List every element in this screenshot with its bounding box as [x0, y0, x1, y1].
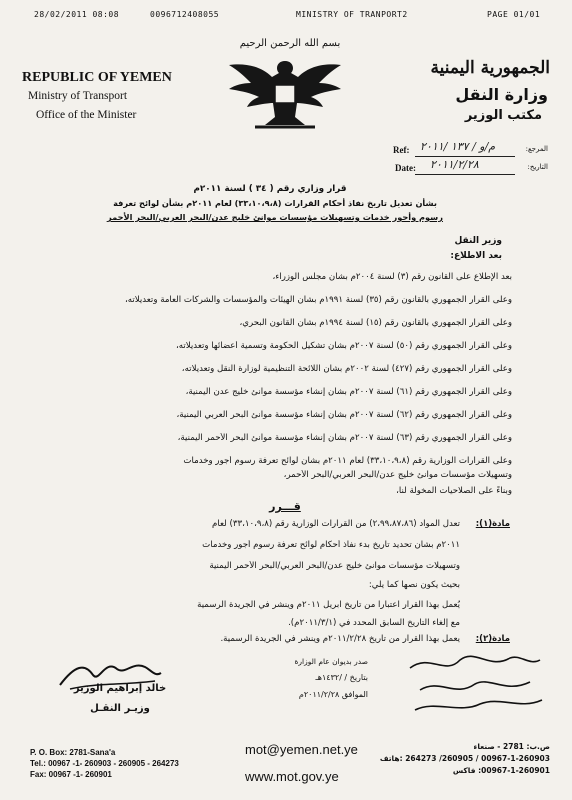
footer-fax: Fax: 00967 -1- 260901 [30, 770, 112, 779]
article-1-label: مادة(١): [475, 519, 510, 529]
after-review: بعد الاطلاع: [450, 251, 502, 261]
footer-website[interactable]: www.mot.gov.ye [245, 769, 339, 784]
fax-datetime: 28/02/2011 08:08 [34, 10, 120, 19]
footer-tel: Tel.: 00967 -1- 260903 - 260905 - 264273 [30, 759, 179, 768]
decree-subject-line-1: بشأن تعديل تاريخ نفاذ أحكام القرارات (٣٣،١٠،٩،٨) لعام ٢٠١١م بشأن لوائح تعرفة [113, 198, 437, 208]
article-1-line: يُعمل بهذا القرار اعتباراً من تاريخ ابريل ٢٠١١م وينشر في الجريدة الرسمية [197, 600, 460, 610]
date-label: Date: [395, 163, 416, 173]
footer-po-box-ar: ص.ب: 2781 - صنعاء [473, 742, 550, 751]
issued-hijri-date: بتاريخ / /١٤٣٢هـ [315, 673, 368, 682]
article-2-line: يعمل بهذا القرار من تاريخ ٢٠١١/٢/٢٨م وينشر في الجريدة الرسمية. [220, 634, 460, 644]
basmala: بسم الله الرحمن الرحيم [239, 38, 341, 49]
ref-value: م/و / ١٣٧ /٢٠١١ [420, 140, 496, 153]
footer-po-box: P. O. Box: 2781-Sana'a [30, 748, 116, 757]
letterhead-country-en: REPUBLIC OF YEMEN [22, 70, 172, 85]
letterhead-office-ar: مكتب الوزير [464, 108, 542, 123]
article-1-line: بحيث يكون نصها كما يلي: [368, 580, 460, 590]
date-label-ar: التاريخ: [527, 163, 548, 171]
article-1-line: تعدل المواد (٢،٩٩،٨٧،٨٦) من القرارات الوزارية رقم (٣٣،١٠،٩،٨) لعام [212, 519, 460, 529]
issued-gregorian-date: الموافق ٢٠١١/٢/٢٨م [298, 690, 368, 699]
issued-place: صدر بديوان عام الوزارة [294, 657, 368, 666]
footer-tel-ar: 00967-1-260903 / 260905/ 264273 :هاتف [379, 754, 550, 763]
preamble-line: وعلى القرار الجمهوري بالقانون رقم (١٥) لسنة ١٩٩٤م بشأن القانون البحري، [239, 318, 512, 328]
decree-subject-line-2: رسوم وأجور خدمات وتسهيلات مؤسسات موانئ خليج عدن/البحر العربي/البحر الأحمر [107, 212, 443, 222]
preamble-line: وعلى القرار الجمهوري رقم (٥٠) لسنة ٢٠٠٧م بشأن تشكيل الحكومة وتسمية أعضائها وتعديلاته، [176, 341, 512, 351]
yemen-eagle-emblem-icon [225, 55, 345, 130]
decree-number: قرار وزاري رقم ( ٣٤ ) لسنة ٢٠١١م [193, 184, 347, 194]
decides-heading: قـــرر [269, 500, 301, 513]
letterhead-office-en: Office of the Minister [36, 109, 137, 121]
article-2-label: مادة(٢): [475, 634, 510, 644]
handwritten-stamp-icon [400, 648, 550, 723]
date-value: ٢٠١١/٢/٢٨ [430, 158, 479, 171]
preamble-line: وبناءً على الصلاحيات المخولة لنا، [396, 486, 512, 496]
preamble-line: وعلى القرار الجمهوري رقم (٦٣) لسنة ٢٠٠٧م بشأن إنشاء مؤسسة موانئ البحر الأحمر اليمنية، [177, 433, 512, 443]
article-1-line: وتسهيلات مؤسسات موانئ خليج عدن/البحر العربي/البحر الأحمر اليمنية [209, 561, 460, 571]
fax-page-number: PAGE 01/01 [487, 10, 541, 19]
letterhead-country-ar: الجمهورية اليمنية [430, 58, 550, 78]
preamble-line: وتسهيلات مؤسسات موانئ خليج عدن/البحر العربي/البحر الأحمر، [283, 470, 512, 480]
letterhead-ministry-en: Ministry of Transport [28, 90, 128, 102]
ref-label-ar: المرجع: [525, 145, 548, 153]
article-1-line: ٢٠١١م بشأن تحديد تاريخ بدء نفاذ أحكام لوائح تعرفة رسوم أجور وخدمات [202, 540, 460, 550]
signatory-title: وزيـر النقـل [90, 703, 150, 714]
preamble-line: وعلى القرار الجمهوري رقم (٦٢) لسنة ٢٠٠٧م بشأن إنشاء مؤسسة موانئ البحر العربي اليمنية، [176, 410, 512, 420]
footer-fax-ar: 00967-1-260901: فاكس [452, 766, 550, 775]
preamble-line: وعلى القرارات الوزارية رقم (٣٣،١٠،٩،٨) لعام ٢٠١١م بشأن لوائح تعرفة رسوم أجور وخدمات [183, 456, 512, 466]
preamble-line: بعد الإطلاع على القانون رقم (٣) لسنة ٢٠٠٤م بشأن مجلس الوزراء، [272, 272, 512, 282]
preamble-line: وعلى القرار الجمهوري رقم (٦١) لسنة ٢٠٠٧م بشأن إنشاء مؤسسة موانئ خليج عدن اليمنية، [185, 387, 512, 397]
fax-number: 0096712408055 [150, 10, 220, 19]
signatory-name: خالد إبراهيم الوزير [73, 683, 167, 694]
ref-label: Ref: [393, 145, 410, 155]
footer-email[interactable]: mot@yemen.net.ye [245, 742, 358, 757]
issuer-title: وزير النقل [454, 236, 502, 246]
article-1-line: مع إلغاء التاريخ السابق المحدد في (٢٠١١/٣/١م). [288, 618, 460, 628]
date-underline [415, 174, 515, 175]
letterhead-ministry-ar: وزارة النقل [455, 85, 548, 104]
ref-underline [415, 156, 515, 157]
preamble-line: وعلى القرار الجمهوري رقم (٤٢٧) لسنة ٢٠٠٢م بشأن اللائحة التنظيمية لوزارة النقل وتعديلاته، [181, 364, 512, 374]
fax-sender: MINISTRY OF TRANPORT2 [296, 10, 408, 19]
preamble-line: وعلى القرار الجمهوري بالقانون رقم (٣٥) لسنة ١٩٩١م بشأن الهيئات والمؤسسات والشركات العامة وتعديلاته، [124, 295, 512, 305]
